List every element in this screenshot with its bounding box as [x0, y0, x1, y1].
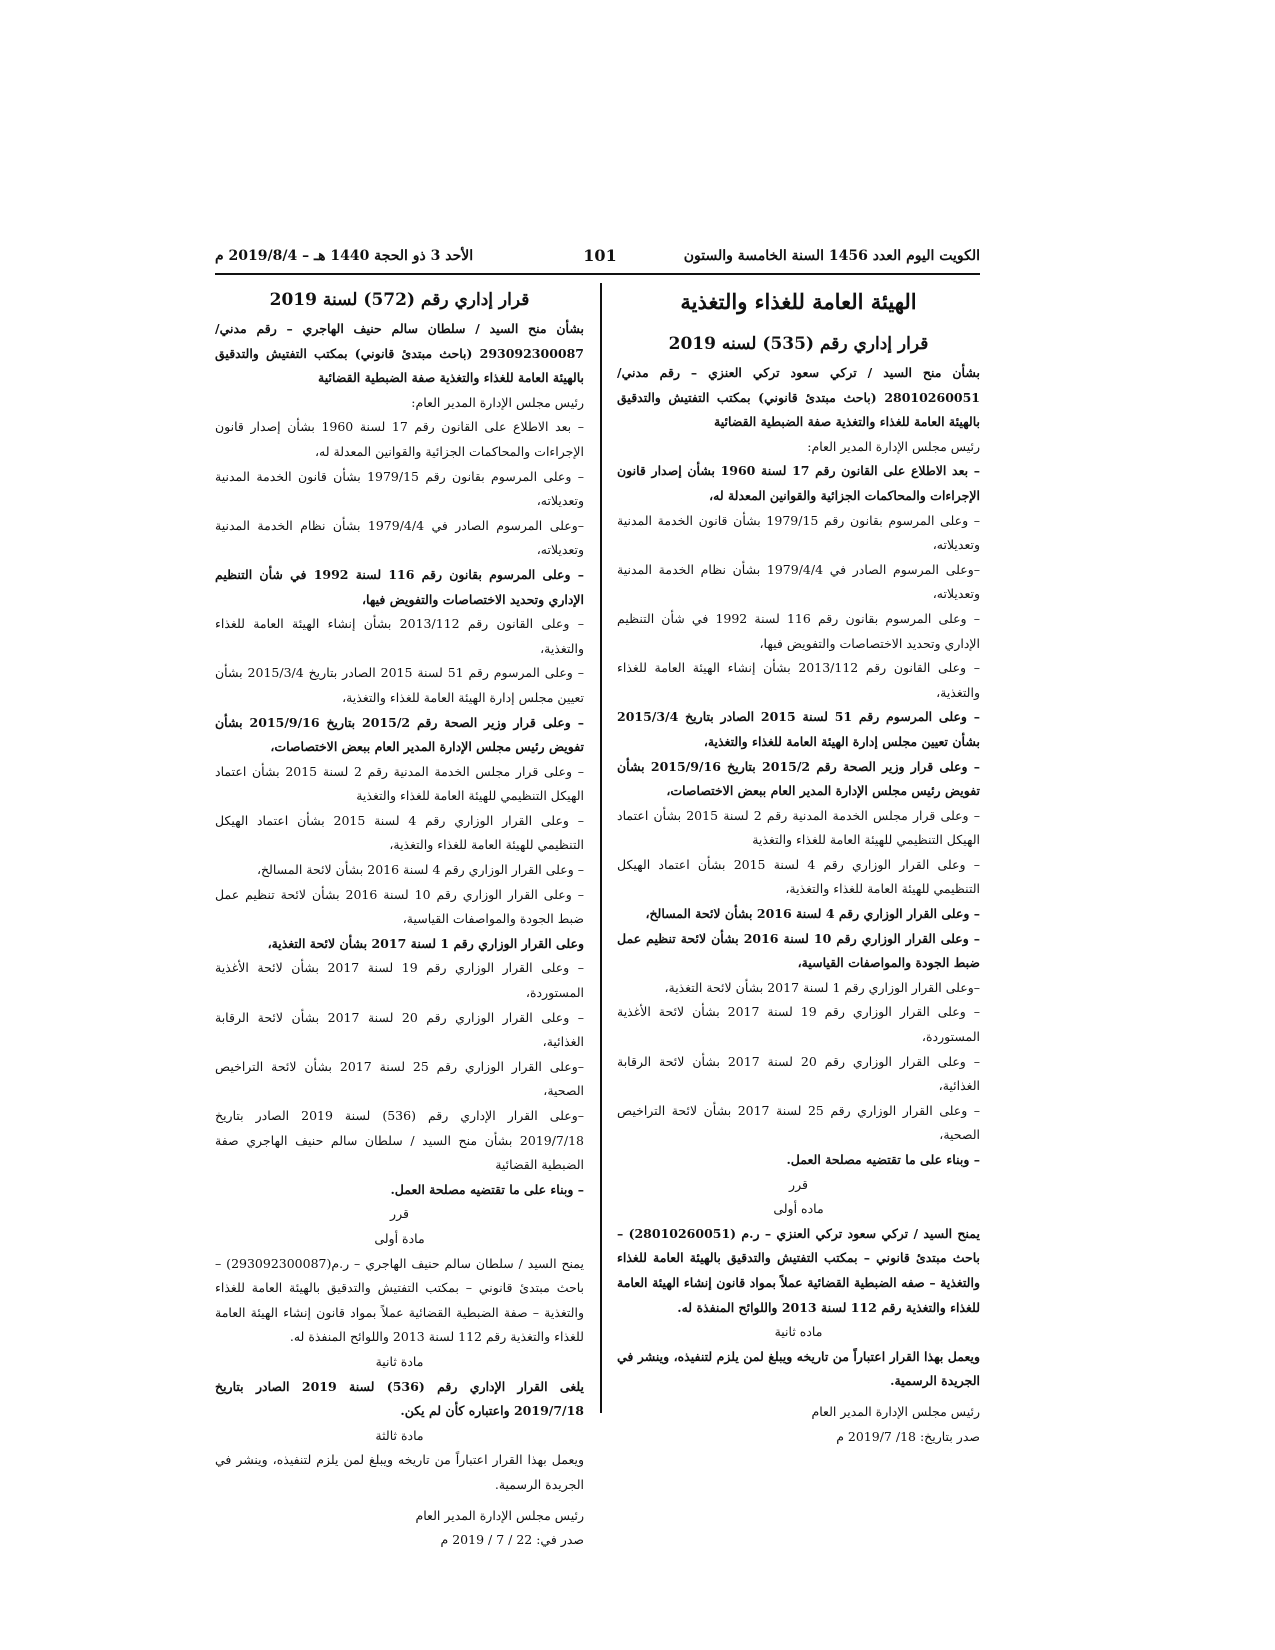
recital-item: – وعلى المرسوم رقم 51 لسنة 2015 الصادر بتاريخ 2015/3/4 بشأن تعيين مجلس إدارة الهيئة العامة للغذاء والتغذية،	[215, 665, 585, 705]
article-title: ماده أولى	[773, 1201, 824, 1217]
article-title: مادة ثالثة	[375, 1427, 424, 1443]
page-header	[215, 246, 980, 270]
recital-item: – وعلى المرسوم بقانون رقم 116 لسنة 1992 في شأن التنظيم الإداري وتحديد الاختصاصات والتفويض فيها،	[617, 610, 980, 651]
recital-item: – وعلى القانون رقم 2013/112 بشأن إنشاء الهيئة العامة للغذاء والتغذية،	[617, 660, 980, 700]
recital-item: – وعلى قرار مجلس الخدمة المدنية رقم 2 لسنة 2015 بشأن اعتماد الهيكل التنظيمي للهيئة العامة للغذاء والتغذية	[215, 763, 585, 804]
recital-item: – وعلى القرار الوزاري رقم 4 لسنة 2016 بشأن لائحة المسالخ،	[645, 906, 980, 922]
recital-item: – وعلى القرار الوزاري رقم 4 لسنة 2016 بشأن لائحة المسالخ،	[256, 862, 584, 878]
article-text: يمنح السيد / تركي سعود تركي العنزي – ر.م (28010260051) – باحث مبتدئ قانوني – بمكتب التفتيش والتدقيق بالهيئة العامة للغذاء والتغذية – صفه الضبطية القضائية عملاً بمواد قانون إنشاء الهيئة العامة للغذاء والتغذية رقم 112 لسنة 2013 واللوائح المنفذة له.	[617, 1225, 980, 1315]
signature-line: رئيس مجلس الإدارة المدير العام	[415, 1507, 584, 1523]
article-text: ويعمل بهذا القرار اعتباراً من تاريخه ويبلغ لمن يلزم لتنفيذه، وينشر في الجريدة الرسمية.	[215, 1452, 584, 1492]
article-text: يلغى القرار الإداري رقم (536) لسنة 2019 الصادر بتاريخ 2019/7/18 واعتباره كأن لم يكن.	[215, 1378, 584, 1419]
recital-item: وعلى القرار الوزاري رقم 1 لسنة 2017 بشأن لائحة التغذية،	[267, 935, 584, 951]
recital-item: – وعلى المرسوم بقانون رقم 1979/15 بشأن قانون الخدمة المدنية وتعديلاته،	[617, 512, 980, 553]
recital-item: –وعلى القرار الإداري رقم (536) لسنة 2019 الصادر بتاريخ 2019/7/18 بشأن منح السيد / سلطان سالم حنيف الهاجري صفة الضبطية القضائية	[215, 1108, 584, 1173]
recital-item: – وعلى القرار الوزاري رقم 25 لسنة 2017 بشأن لائحة التراخيص الصحية،	[617, 1102, 980, 1143]
organization-title: الهيئة العامة للغذاء والتغذية	[680, 289, 917, 314]
decided-heading: قرر	[789, 1176, 808, 1192]
decision-title: قرار إداري رقم (572) لسنة 2019	[269, 290, 530, 310]
recital-item: –وعلى القرار الوزاري رقم 25 لسنة 2017 بشأن لائحة التراخيص الصحية،	[215, 1058, 584, 1099]
authority-line: رئيس مجلس الإدارة المدير العام:	[411, 394, 584, 410]
recital-item: – وعلى المرسوم بقانون رقم 1979/15 بشأن قانون الخدمة المدنية وتعديلاته،	[215, 468, 584, 509]
recital-item: – بعد الاطلاع على القانون رقم 17 لسنة 1960 بشأن إصدار قانون الإجراءات والمحاكمات الجزائية والقوانين المعدلة له،	[215, 419, 584, 459]
recital-item: –وعلى المرسوم الصادر في 1979/4/4 بشأن نظام الخدمة المدنية وتعديلاته،	[617, 561, 980, 602]
article-text: ويعمل بهذا القرار اعتباراً من تاريخه ويبلغ لمن يلزم لتنفيذه، وينشر في الجريدة الرسمية.	[617, 1348, 980, 1389]
recital-item: – وعلى المرسوم رقم 51 لسنة 2015 الصادر بتاريخ 2015/3/4 بشأن تعيين مجلس إدارة الهيئة العامة للغذاء والتغذية،	[617, 709, 981, 749]
signature-line: رئيس مجلس الإدارة المدير العام	[811, 1403, 980, 1419]
recital-item: – بعد الاطلاع على القانون رقم 17 لسنة 1960 بشأن إصدار قانون الإجراءات والمحاكمات الجزائية والقوانين المعدلة له،	[617, 463, 981, 503]
decision-subject: بشأن منح السيد / سلطان سالم حنيف الهاجري – رقم مدني/ 293092300087 (باحث مبتدئ قانوني) بمكتب التفتيش والتدقيق بالهيئة العامة للغذاء والتغذية صفة الضبطية القضائية	[215, 321, 584, 386]
recital-item: – وعلى القرار الوزاري رقم 10 لسنة 2016 بشأن لائحة تنظيم عمل ضبط الجودة والمواصفات القياسية،	[215, 886, 584, 927]
recital-item: – وعلى المرسوم بقانون رقم 116 لسنة 1992 في شأن التنظيم الإداري وتحديد الاختصاصات والتفويض فيها،	[215, 566, 584, 607]
recital-item: – وعلى القرار الوزاري رقم 20 لسنة 2017 بشأن لائحة الرقابة الغذائية،	[617, 1053, 980, 1094]
right-column	[617, 283, 980, 1449]
recital-item: – وعلى القرار الوزاري رقم 20 لسنة 2017 بشأن لائحة الرقابة الغذائية،	[215, 1009, 584, 1050]
decision-subject: بشأن منح السيد / تركي سعود تركي العنزي – رقم مدني/ 28010260051 (باحث مبتدئ قانوني) بمكتب التفتيش والتدقيق بالهيئة العامة للغذاء والتغذية صفة الضبطية القضائية	[617, 365, 980, 430]
article-title: مادة ثانية	[375, 1353, 424, 1369]
gazette-issue: الكويت اليوم العدد 1456 السنة الخامسة والستون	[683, 248, 980, 264]
recital-item: – وعلى القرار الوزاري رقم 19 لسنة 2017 بشأن لائحة الأغذية المستوردة،	[215, 960, 584, 1001]
recital-item: – وعلى القانون رقم 2013/112 بشأن إنشاء الهيئة العامة للغذاء والتغذية،	[215, 616, 584, 656]
recital-item: – وعلى قرار مجلس الخدمة المدنية رقم 2 لسنة 2015 بشأن اعتماد الهيكل التنظيمي للهيئة العامة للغذاء والتغذية	[617, 807, 981, 848]
recital-item: – وعلى القرار الوزاري رقم 4 لسنة 2015 بشأن اعتماد الهيكل التنظيمي للهيئة العامة للغذاء والتغذية،	[617, 856, 980, 897]
recital-item: – وعلى القرار الوزاري رقم 10 لسنة 2016 بشأن لائحة تنظيم عمل ضبط الجودة والمواصفات القياسية،	[617, 930, 980, 971]
article-text: يمنح السيد / سلطان سالم حنيف الهاجري – ر.م(293092300087) – باحث مبتدئ قانوني – بمكتب التفتيش والتدقيق بالهيئة العامة للغذاء والتغذية – صفة الضبطية القضائية عملاً بمواد قانون إنشاء الهيئة العامة للغذاء والتغذية رقم 112 لسنة 2013 واللوائح المنفذة له.	[215, 1255, 585, 1345]
recital-item: – وبناء على ما تقتضيه مصلحة العمل.	[390, 1181, 584, 1197]
recital-item: –وعلى المرسوم الصادر في 1979/4/4 بشأن نظام الخدمة المدنية وتعديلاته،	[215, 517, 584, 558]
recital-item: – وعلى قرار وزير الصحة رقم 2015/2 بتاريخ 2015/9/16 بشأن تفويض رئيس مجلس الإدارة المدير العام ببعض الاختصاصات،	[215, 714, 584, 755]
recital-item: –وعلى القرار الوزاري رقم 1 لسنة 2017 بشأن لائحة التغذية،	[664, 979, 980, 995]
recital-item: – وبناء على ما تقتضيه مصلحة العمل.	[786, 1152, 980, 1167]
recital-item: – وعلى قرار وزير الصحة رقم 2015/2 بتاريخ 2015/9/16 بشأن تفويض رئيس مجلس الإدارة المدير العام ببعض الاختصاصات،	[617, 758, 980, 799]
page-number: 101	[583, 246, 617, 265]
header-rule	[215, 273, 980, 275]
column-divider	[600, 283, 602, 1413]
left-column	[215, 283, 584, 1553]
article-title: ماده ثانية	[774, 1324, 823, 1340]
issue-date: الأحد 3 ذو الحجة 1440 هـ – 2019/8/4 م	[215, 248, 474, 264]
recital-item: – وعلى القرار الوزاري رقم 19 لسنة 2017 بشأن لائحة الأغذية المستوردة،	[617, 1004, 980, 1045]
authority-line: رئيس مجلس الإدارة المدير العام:	[807, 438, 980, 454]
article-title: مادة أولى	[374, 1230, 425, 1246]
recital-item: – وعلى القرار الوزاري رقم 4 لسنة 2015 بشأن اعتماد الهيكل التنظيمي للهيئة العامة للغذاء والتغذية،	[215, 812, 584, 853]
decision-title: قرار إداري رقم (535) لسنه 2019	[668, 334, 929, 354]
issued-date: صدر بتاريخ: 18/ 2019/7 م	[836, 1428, 980, 1444]
issued-date: صدر في: 22 / 7 / 2019 م	[440, 1532, 584, 1548]
decided-heading: قرر	[390, 1206, 409, 1222]
